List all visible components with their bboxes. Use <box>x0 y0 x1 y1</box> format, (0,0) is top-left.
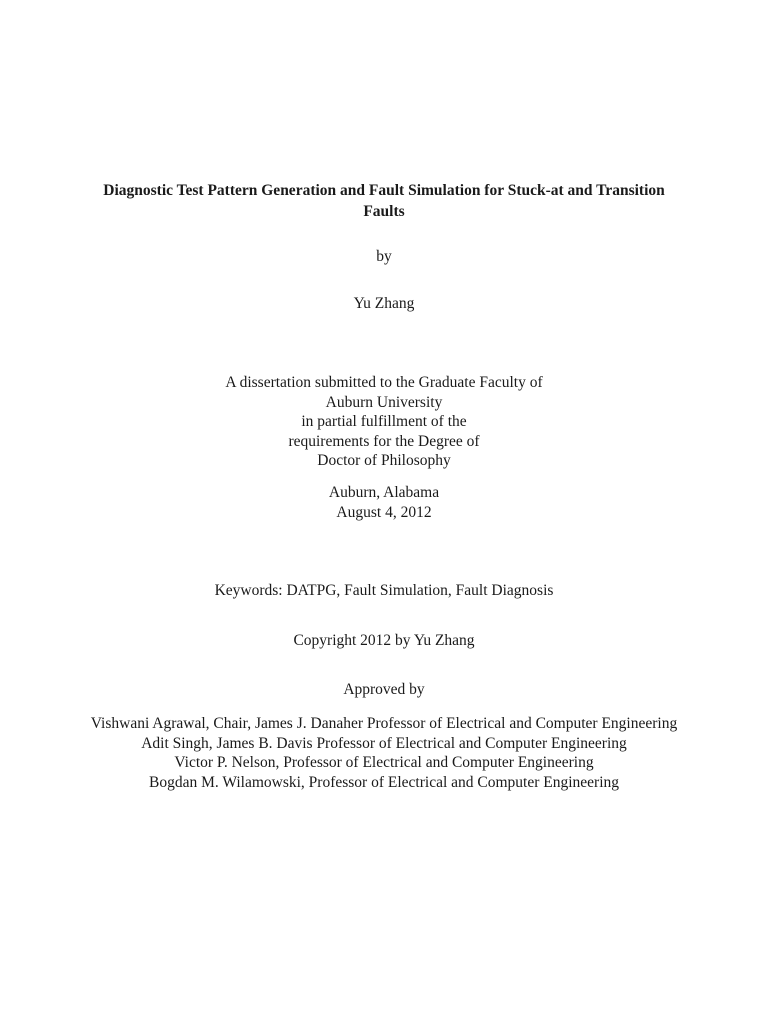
committee-member: Bogdan M. Wilamowski, Professor of Electrical and Computer Engineering <box>148 773 620 791</box>
committee-member: Vishwani Agrawal, Chair, James J. Danaher Professor of Electrical and Computer Engineering <box>90 715 678 732</box>
submission-line: Auburn University <box>325 393 443 411</box>
submission-line: A dissertation submitted to the Graduate Faculty of <box>225 374 543 391</box>
by-label: by <box>376 248 392 265</box>
submission-line: requirements for the Degree of <box>288 432 480 450</box>
author-name: Yu Zhang <box>353 295 415 312</box>
place: Auburn, Alabama <box>328 484 440 501</box>
date: August 4, 2012 <box>336 503 432 521</box>
approved-label: Approved by <box>343 681 425 698</box>
committee-member: Victor P. Nelson, Professor of Electrical and Computer Engineering <box>174 754 594 771</box>
submission-line: in partial fulfillment of the <box>301 413 467 430</box>
keywords: Keywords: DATPG, Fault Simulation, Fault Diagnosis <box>214 582 554 599</box>
copyright-notice: Copyright 2012 by Yu Zhang <box>293 632 475 649</box>
committee-member: Adit Singh, James B. Davis Professor of Electrical and Computer Engineering <box>141 734 627 752</box>
committee-list <box>84 714 684 792</box>
dissertation-title: Diagnostic Test Pattern Generation and Fault Simulation for Stuck-at and Transition Faults <box>103 182 665 220</box>
submission-line: Doctor of Philosophy <box>317 452 451 469</box>
submission-statement <box>0 373 768 471</box>
place-and-date <box>0 483 768 522</box>
